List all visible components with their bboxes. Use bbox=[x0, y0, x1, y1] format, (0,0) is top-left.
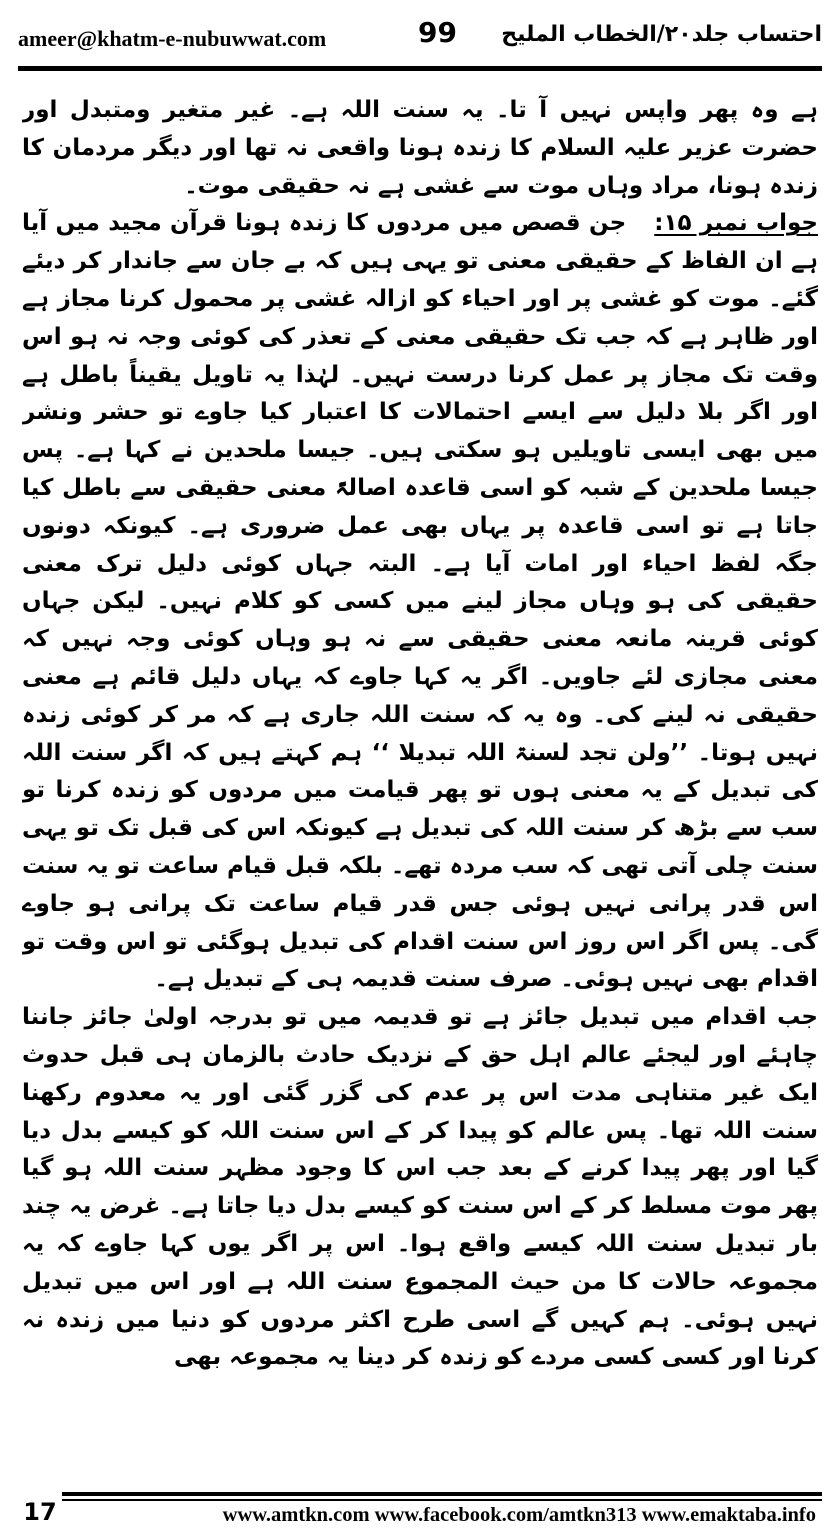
footer-number: 17 bbox=[18, 1492, 62, 1532]
paragraph-1: ہے وہ پھر واپس نہیں آ تا۔ یہ سنت اللہ ہے۔ غیر متغیر ومتبدل اور حضرت عزیر علیہ السلام کا زندہ ہونا واقعی نہ تھا اور دیگر مردمان کا زندہ ہونا، مراد وہاں موت سے غشی ہے نہ حقیقی موت۔ bbox=[22, 97, 818, 199]
page-header bbox=[18, 12, 822, 64]
answer-text: جن قصص میں مردوں کا زندہ ہونا قرآن مجید میں آیا ہے ان الفاظ کے حقیقی معنی تو یہی ہیں کہ بے جان سے جاندار کر دیئے گئے۔ موت کو غشی پر اور احیاء کو ازالہ غشی پر محمول کرنا مجاز ہے اور ظاہر ہے کہ جب تک حقیقی معنی کے تعذر کی کوئی وجہ نہ ہو اس وقت تک مجاز پر عمل کرنا درست نہیں۔ لہٰذا یہ تاویل یقیناً باطل ہے اور اگر بلا دلیل سے ایسے احتمالات کا اعتبار کیا جاوے تو حشر ونشر میں بھی ایسی تاویلیں ہو سکتی ہیں۔ جیسا ملحدین نے کہا ہے۔ پس جیسا ملحدین کے شبہ کو اسی قاعدہ اصالۃً معنی حقیقی سے باطل کیا جاتا ہے تو اسی قاعدہ پر یہاں بھی عمل ضروری ہے۔ کیونکہ دونوں جگہ لفظ احیاء اور امات آیا ہے۔ البتہ جہاں کوئی دلیل ترک معنی حقیقی کی ہو وہاں مجاز لینے میں کسی کو کلام نہیں۔ لیکن جہاں کوئی قرینہ مانعہ معنی حقیقی سے نہ ہو وہاں کوئی وجہ نہیں کہ معنی مجازی لئے جاویں۔ اگر یہ کہا جاوے کہ یہاں دلیل قائم ہے معنی حقیقی نہ لینے کی۔ وہ یہ کہ سنت اللہ جاری ہے کہ مر کر کوئی زندہ نہیں ہوتا۔ ’’ولن تجد لسنۃ اللہ تبدیلا ‘‘ ہم کہتے ہیں کہ اگر سنت اللہ کی تبدیل کے یہ معنی ہوں تو پھر قیامت میں مردوں کو زندہ کرنا تو سب سے بڑھ کر سنت اللہ کی تبدیل ہے کیونکہ اس کی قبل تک تو یہی سنت چلی آتی تھی کہ سب مردہ تھے۔ بلکہ قبل قیام ساعت تو یہ سنت اس قدر پرانی نہیں ہوئی جس قدر قیام ساعت تک پرانی ہو جاوے گی۔ پس اگر اس روز اس سنت اقدام کی تبدیل ہوگئی تو اس وقت تو اقدام بھی نہیں ہوئی۔ صرف سنت قدیمہ ہی کے تبدیل ہے۔ bbox=[22, 210, 818, 993]
footer-rule-thick bbox=[18, 1492, 822, 1496]
footer-websites: www.amtkn.com www.facebook.com/amtkn313 www.emaktaba.info bbox=[222, 1504, 816, 1526]
page-number: 99 bbox=[418, 16, 457, 49]
page-body bbox=[22, 92, 818, 1487]
book-title: احتساب جلد۲۰/الخطاب المليح bbox=[501, 22, 822, 47]
footer-rule-thin bbox=[18, 1499, 822, 1501]
paragraph-2: جب اقدام میں تبدیل جائز ہے تو قدیمہ میں تو بدرجہ اولیٰ جائز جاننا چاہئے اور لیجئے عالم اہل حق کے نزدیک حادث بالزمان ہی قبل حدوث ایک غیر متناہی مدت اس پر عدم کی گزر گئی اور یہ معدوم رکھنا سنت اللہ تھا۔ پس عالم کو پیدا کر کے اس سنت اللہ کو کیسے بدل دیا گیا اور پھر پیدا کرنے کے بعد جب اس کا وجود مظہر سنت اللہ ہو گیا پھر موت مسلط کر کے اس سنت کو کیسے بدل دیا جاتا ہے۔ غرض یہ چند بار تبدیل سنت اللہ کیسے واقع ہوا۔ اس پر اگر یوں کہا جاوے کہ یہ مجموعہ حالات کا من حیث المجموع سنت اللہ ہے اور اس میں تبدیل نہیں ہوئی۔ ہم کہیں گے اسی طرح اکثر مردوں کو دنیا میں زندہ نہ کرنا اور کسی کسی مردے کو زندہ کر دینا یہ مجموعہ بھی bbox=[22, 1004, 818, 1371]
header-rule bbox=[18, 66, 822, 71]
answer-label: جواب نمبر ۱۵: bbox=[654, 210, 818, 237]
answer-paragraph bbox=[22, 205, 818, 999]
header-email: ameer@khatm-e-nubuwwat.com bbox=[18, 26, 327, 51]
page-footer bbox=[18, 1490, 822, 1534]
